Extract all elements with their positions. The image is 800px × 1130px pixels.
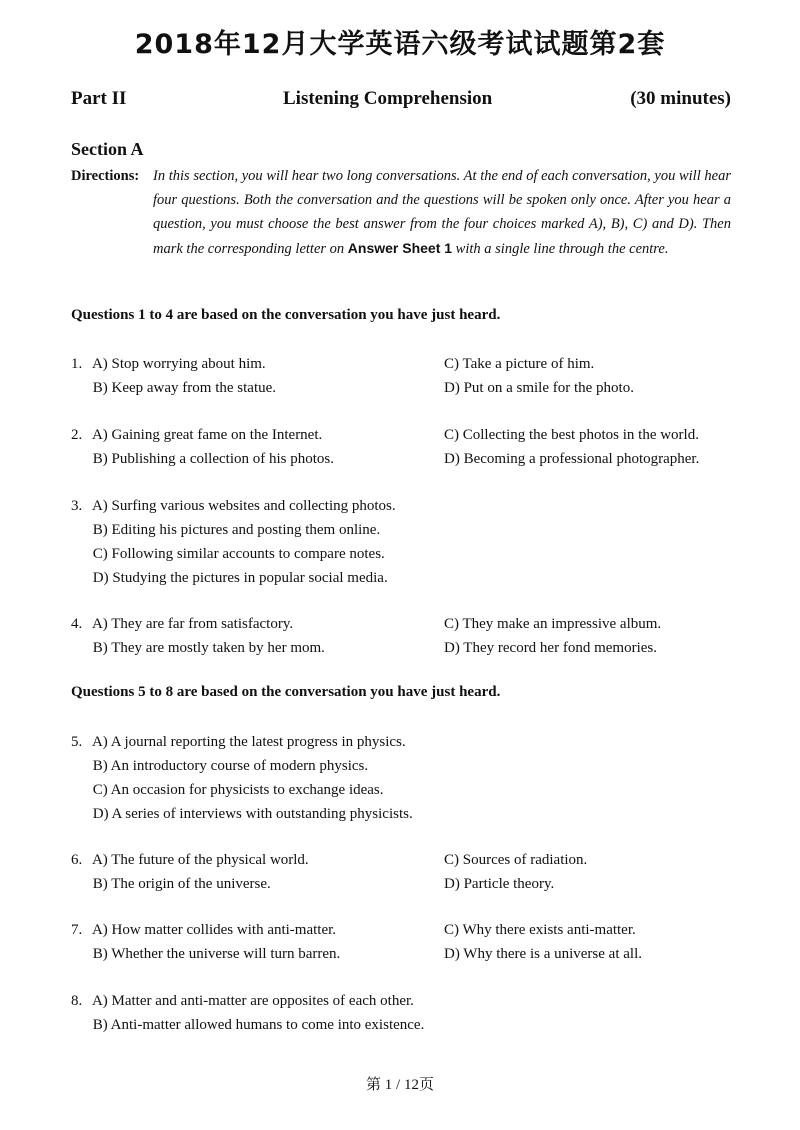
option-a: A) The future of the physical world. [91,852,309,868]
directions-text-after: with a single line through the centre. [452,241,669,257]
question-number: 3. [71,498,83,514]
question-number: 2. [71,427,83,443]
directions-block [71,164,731,261]
question-7 [71,918,751,966]
option-c: C) Take a picture of him. [444,356,595,372]
question-number: 7. [71,922,83,938]
part-label: Part II [71,88,127,109]
option-c: C) Sources of radiation. [444,852,588,868]
question-5 [71,730,751,826]
question-number: 5. [71,734,83,750]
part-header [71,88,731,114]
directions-label: Directions: [71,168,140,184]
option-a: A) Stop worrying about him. [91,356,266,372]
option-d: D) Put on a smile for the photo. [444,380,634,396]
question-number: 6. [71,852,83,868]
directions-text-before: In this section, you will hear two long conversations. At the end of each conversation, you will hear four questions. Both the conversation and the questions will be spoken only once. After you hear a question, you must choose the best answer from the four choices marked A), B), C) and D). Then mark the corresponding letter on [153,168,731,257]
option-b: B) Editing his pictures and posting them online. [92,522,381,538]
page-number: 第 1 / 12页 [366,1077,434,1093]
option-c: C) Following similar accounts to compare notes. [92,546,385,562]
option-c: C) They make an impressive album. [444,616,662,632]
question-6 [71,848,751,896]
option-b: B) An introductory course of modern physics. [92,758,369,774]
group-heading-2: Questions 5 to 8 are based on the conversation you have just heard. [71,684,501,700]
option-c: C) An occasion for physicists to exchange ideas. [92,782,384,798]
option-b: B) Anti-matter allowed humans to come into existence. [92,1017,425,1033]
question-number: 8. [71,993,83,1009]
option-a: A) A journal reporting the latest progress in physics. [91,734,406,750]
option-b: B) The origin of the universe. [92,876,271,892]
option-d: D) Particle theory. [444,876,555,892]
option-a: A) They are far from satisfactory. [91,616,294,632]
option-a: A) Gaining great fame on the Internet. [91,427,323,443]
question-number: 1. [71,356,83,372]
option-b: B) Whether the universe will turn barren. [92,946,341,962]
option-d: D) A series of interviews with outstanding physicists. [92,806,413,822]
question-2 [71,423,751,471]
option-d: D) Studying the pictures in popular social media. [92,570,388,586]
part-name: Listening Comprehension [283,88,493,109]
option-b: B) Keep away from the statue. [92,380,277,396]
option-c: C) Collecting the best photos in the world. [444,427,699,443]
option-d: D) They record her fond memories. [444,640,657,656]
option-b: B) Publishing a collection of his photos. [92,451,334,467]
section-title: Section A [71,139,144,159]
option-c: C) Why there exists anti-matter. [444,922,636,938]
part-time: (30 minutes) [630,88,731,109]
question-3 [71,494,751,590]
option-b: B) They are mostly taken by her mom. [92,640,325,656]
question-8 [71,989,751,1037]
question-4 [71,612,751,660]
option-d: D) Becoming a professional photographer. [444,451,700,467]
question-number: 4. [71,616,83,632]
option-d: D) Why there is a universe at all. [444,946,642,962]
question-1 [71,352,751,400]
option-a: A) How matter collides with anti-matter. [91,922,337,938]
option-a: A) Matter and anti-matter are opposites of each other. [91,993,414,1009]
answer-sheet-label: Answer Sheet 1 [347,240,453,256]
option-a: A) Surfing various websites and collecting photos. [91,498,396,514]
group-heading-1: Questions 1 to 4 are based on the conversation you have just heard. [71,307,501,323]
directions-text [153,164,731,261]
page-title: 2018年12月大学英语六级考试试题第2套 [134,29,666,60]
